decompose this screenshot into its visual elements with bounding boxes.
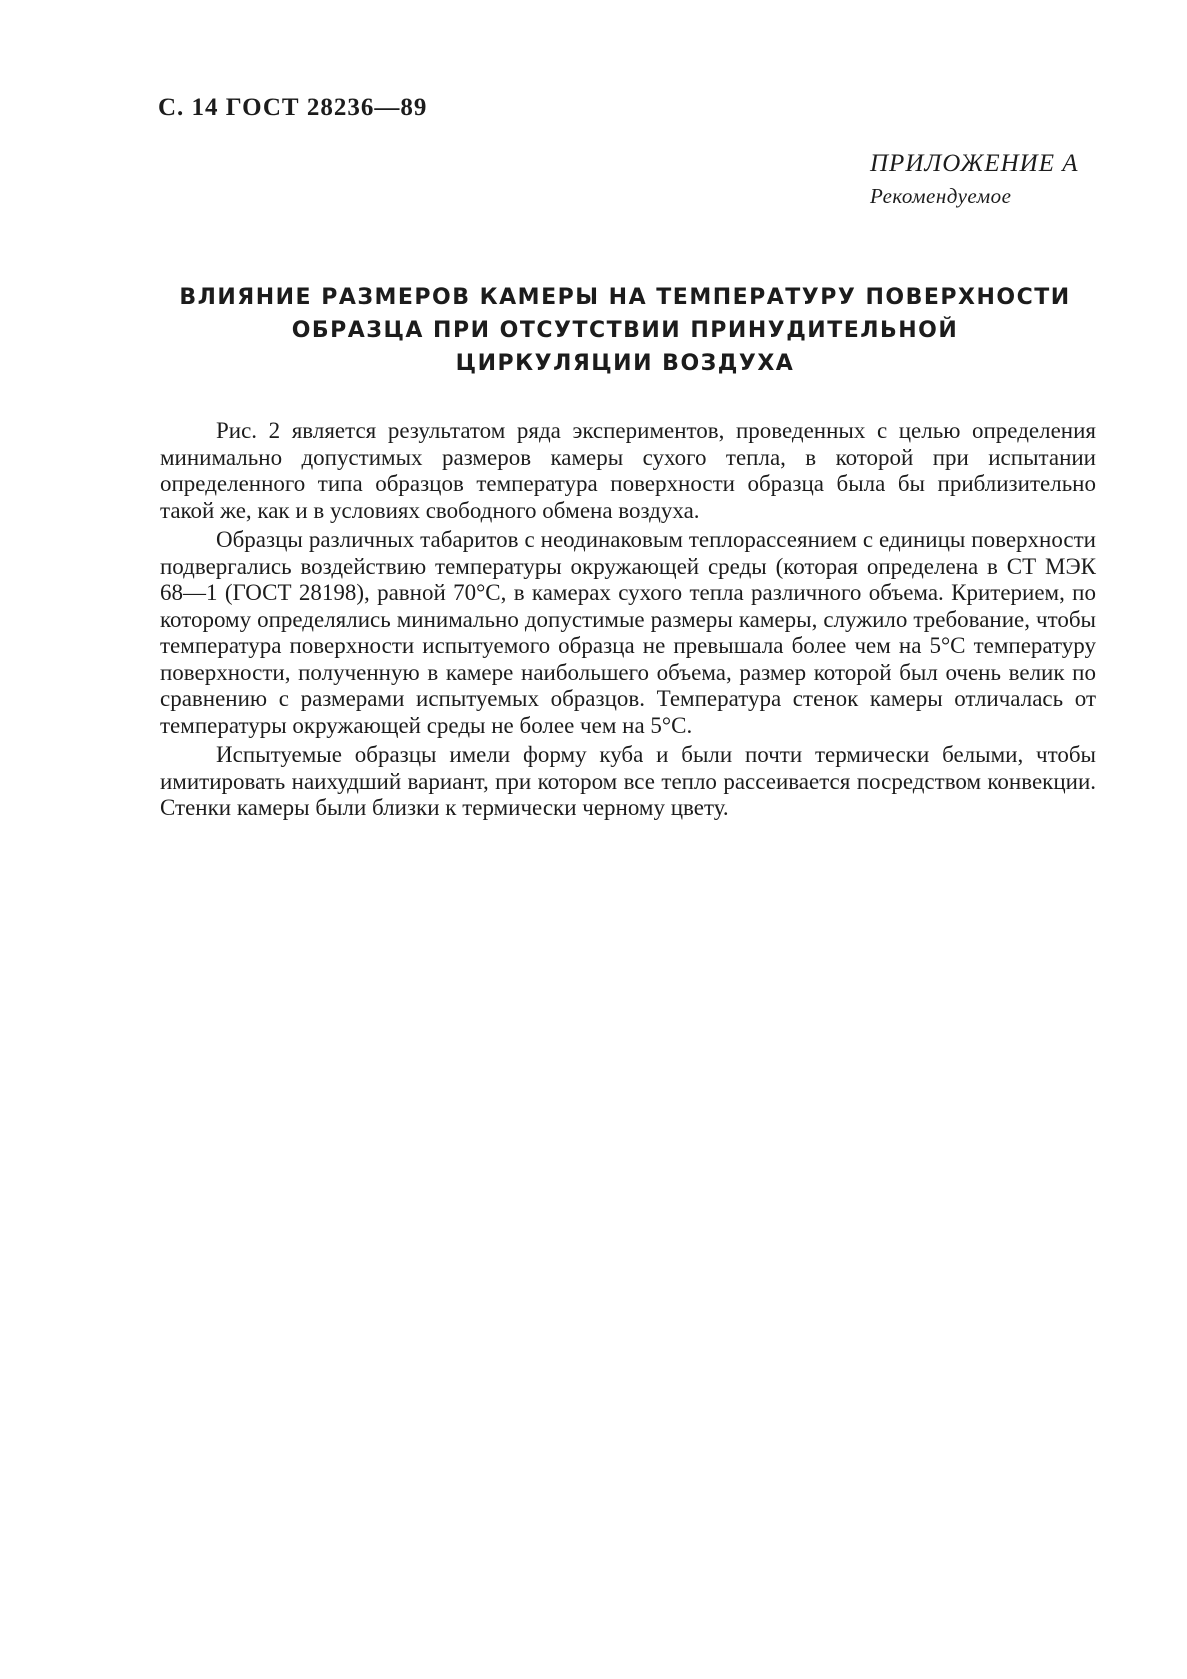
title-line: ВЛИЯНИЕ РАЗМЕРОВ КАМЕРЫ НА ТЕМПЕРАТУРУ ПОВЕРХНОСТИ (179, 285, 1071, 310)
section-title (160, 281, 1090, 380)
paragraph: Испытуемые образцы имели форму куба и были почти термически белыми, чтобы имитировать наихудший вариант, при котором все тепло рассеивается посредством конвекции. Стенки камеры были близки к термически черному цвету. (160, 742, 1096, 820)
paragraph: Рис. 2 является результатом ряда экспериментов, проведенных с целью определения минимально допустимых размеров камеры сухого тепла, в которой при испытании определенного типа образцов температура поверхности образца была бы приблизительно такой же, как и в условиях свободного обмена воздуха. (160, 418, 1096, 523)
appendix-title: ПРИЛОЖЕНИЕ А (870, 150, 1079, 177)
page-header: С. 14 ГОСТ 28236—89 (158, 94, 428, 121)
appendix-label (870, 150, 1110, 209)
title-line: ОБРАЗЦА ПРИ ОТСУТСТВИИ ПРИНУДИТЕЛЬНОЙ (291, 318, 959, 343)
paragraph: Образцы различных табаритов с неодинаковым теплорассеянием с единицы поверхности подвергались воздействию температуры окружающей среды (которая определена в СТ МЭК 68—1 (ГОСТ 28198), равной 70°С, в камерах сухого тепла различного объема. Критерием, по которому определялись минимально допустимые размеры камеры, служило требование, чтобы температура поверхности испытуемого образца не превышала более чем на 5°С температуру поверхности, полученную в камере наибольшего объема, размер которой был очень велик по сравнению с размерами испытуемых образцов. Температура стенок камеры отличалась от температуры окружающей среды не более чем на 5°С. (160, 527, 1096, 738)
appendix-subtitle: Рекомендуемое (870, 184, 1012, 208)
title-line: ЦИРКУЛЯЦИИ ВОЗДУХА (455, 351, 795, 376)
body-text (160, 418, 1096, 822)
